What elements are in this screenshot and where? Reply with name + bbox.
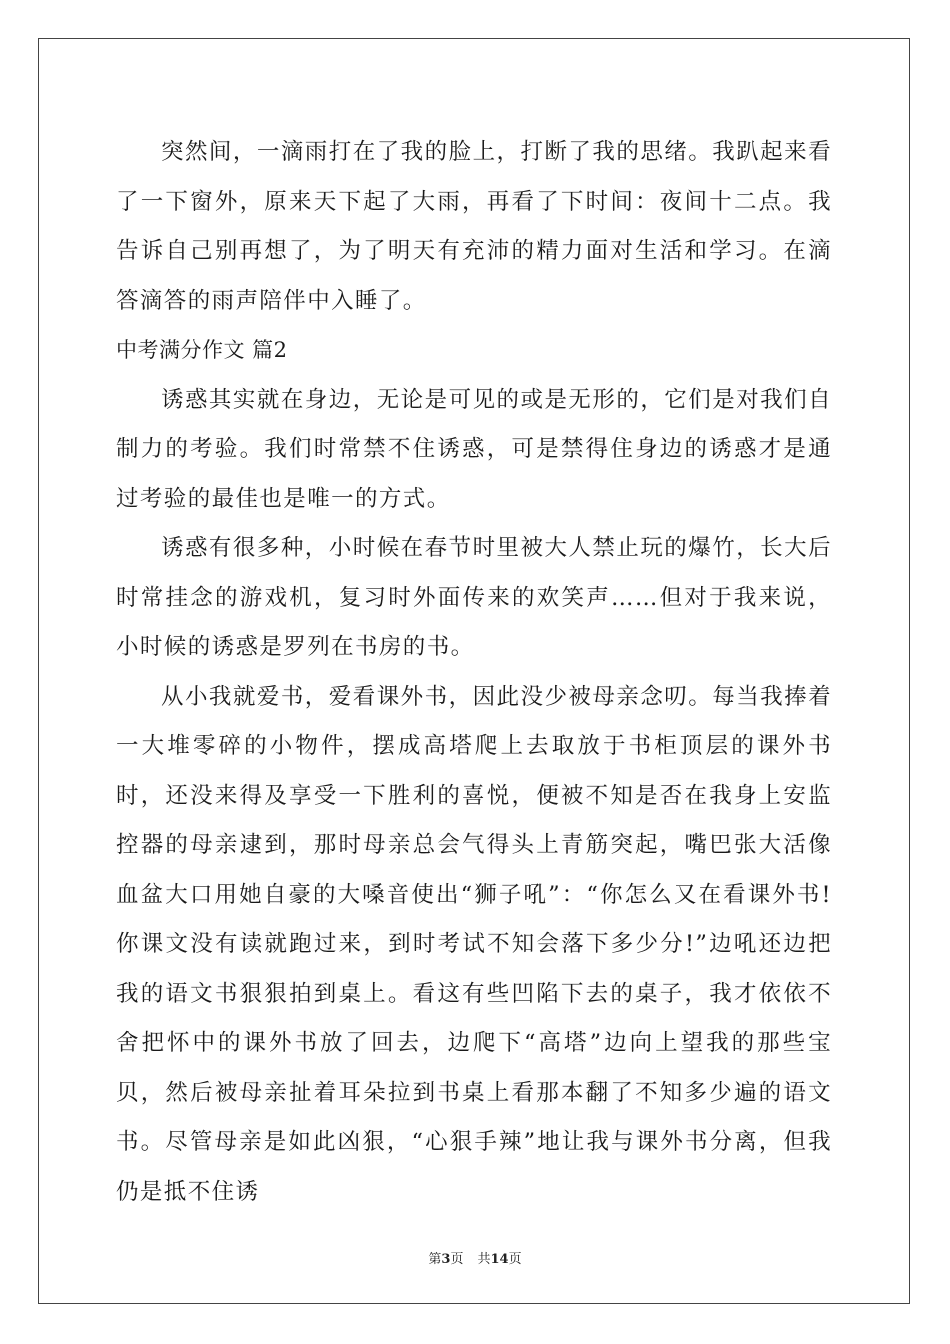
footer-prefix: 第 xyxy=(428,1252,442,1267)
section-heading: 中考满分作文 篇2 xyxy=(116,338,288,362)
paragraph-2: 诱惑其实就在身边，无论是可见的或是无形的，它们是对我们自制力的考验。我们时常禁不住诱惑，可是禁得住身边的诱惑才是通过考验的最佳也是唯一的方式。 xyxy=(116,386,832,512)
footer-page-suffix: 页 xyxy=(450,1252,464,1267)
footer-total-prefix: 共 xyxy=(477,1252,491,1267)
paragraph-3: 诱惑有很多种，小时候在春节时里被大人禁止玩的爆竹，长大后时常挂念的游戏机，复习时外面传来的欢笑声……但对于我来说，小时候的诱惑是罗列在书房的书。 xyxy=(116,535,832,660)
footer-total-suffix: 页 xyxy=(508,1252,522,1267)
paragraph-1: 突然间，一滴雨打在了我的脸上，打断了我的思绪。我趴起来看了一下窗外，原来天下起了大雨，再看了下时间：夜间十二点。我告诉自己别再想了，为了明天有充沛的精力面对生活和学习。在滴答滴答的雨声陪伴中入睡了。 xyxy=(116,139,832,314)
document-body xyxy=(116,128,832,1217)
paragraph-4: 从小我就爱书，爱看课外书，因此没少被母亲念叨。每当我捧着一大堆零碎的小物件，摆成高塔爬上去取放于书柜顶层的课外书时，还没来得及享受一下胜利的喜悦，便被不知是否在我身上安监控器的母亲逮到，那时母亲总会气得头上青筋突起，嘴巴张大活像血盆大口用她自豪的大嗓音使出“狮子吼”：“你怎么又在看课外书!你课文没有读就跑过来，到时考试不知会落下多少分!”边吼还边把我的语文书狠狠拍到桌上。看这有些凹陷下去的桌子，我才依依不舍把怀中的课外书放了回去，边爬下“高塔”边向上望我的那些宝贝，然后被母亲扯着耳朵拉到书桌上看那本翻了不知多少遍的语文书。尽管母亲是如此凶狠，“心狠手辣”地让我与课外书分离，但我仍是抵不住诱 xyxy=(116,683,832,1205)
current-page-number: 3 xyxy=(441,1252,451,1267)
page-footer xyxy=(0,1248,950,1267)
total-page-count: 14 xyxy=(490,1252,509,1267)
